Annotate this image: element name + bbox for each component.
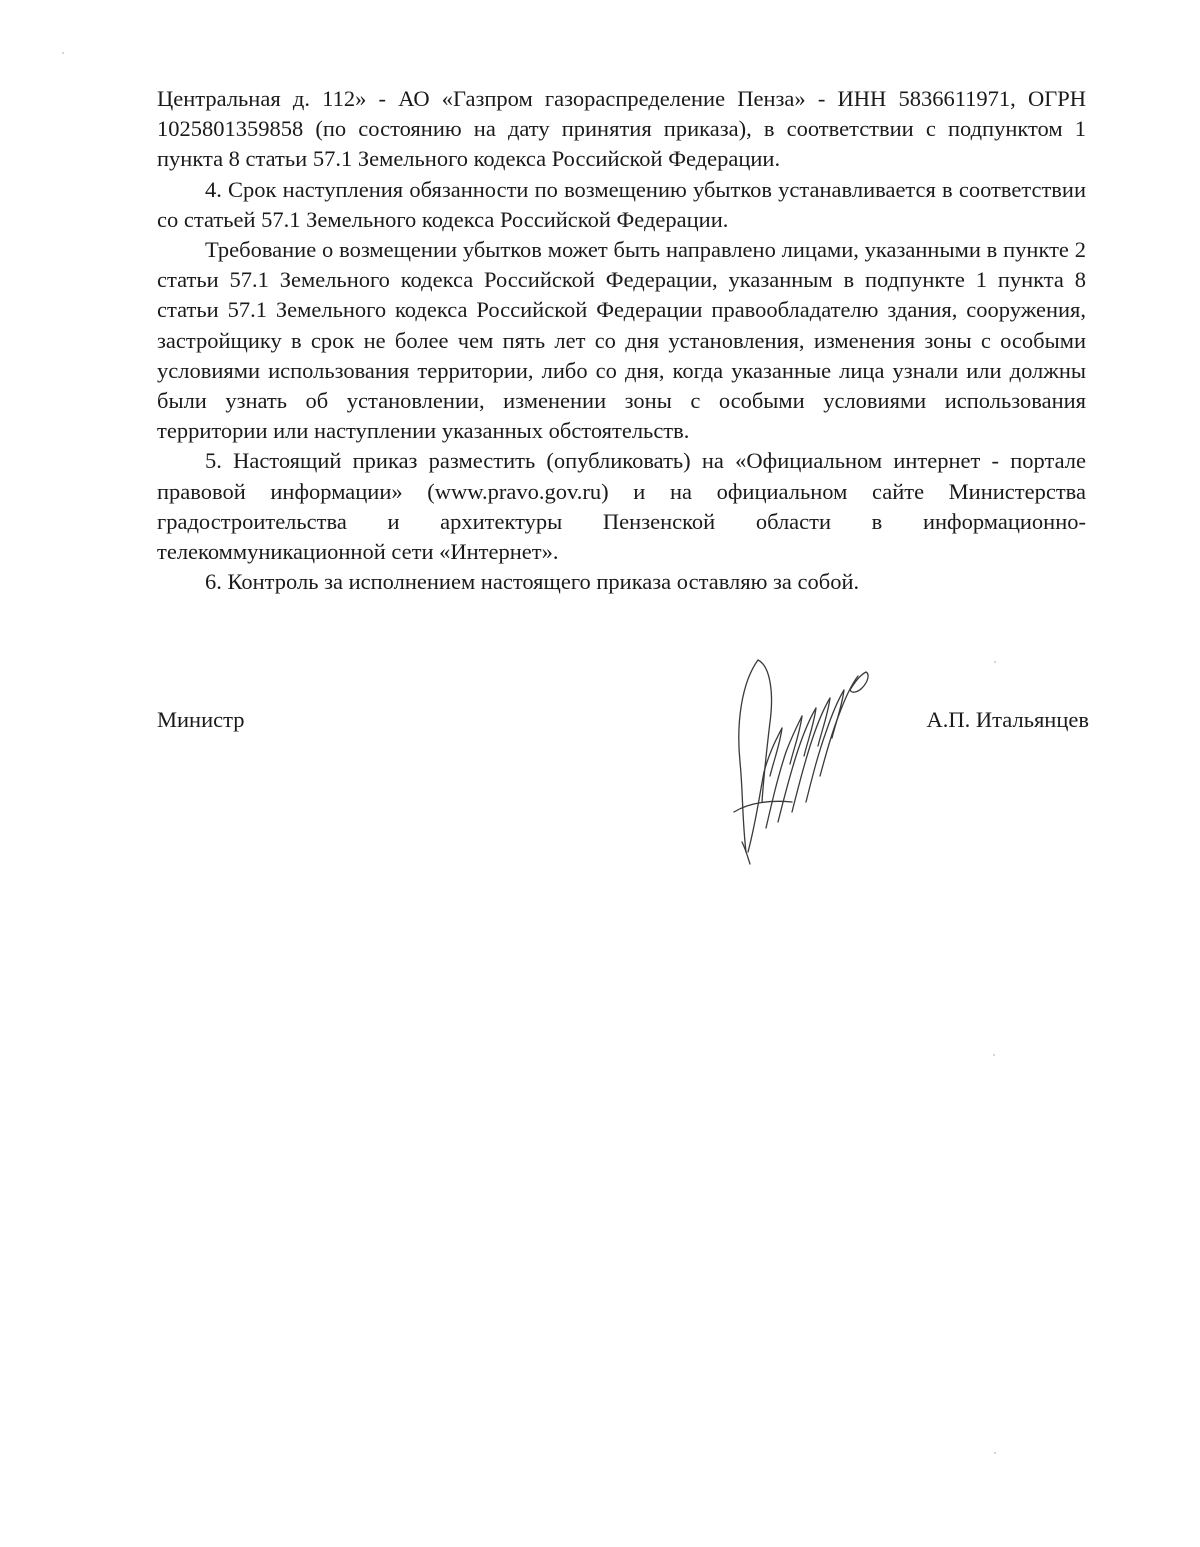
scan-speck — [993, 1054, 995, 1056]
signer-position: Министр — [157, 707, 245, 732]
scan-speck — [62, 52, 64, 54]
paragraph-item-5: 5. Настоящий приказ разместить (опубликовать) на «Официальном интернет - портале правовой информации» (www.pravo.gov.ru) и на официальном сайте Министерства градостроительства и архитектуры Пензенской области в информационно-телекоммуникационной сети «Интернет». — [157, 448, 1086, 565]
handwritten-signature — [712, 652, 882, 867]
scan-speck — [994, 661, 996, 663]
paragraph-item-4: 4. Срок наступления обязанности по возмещению убытков устанавливается в соответствии со статьей 57.1 Земельного кодекса Российской Федерации. — [157, 176, 1086, 232]
signature-block — [157, 705, 1089, 739]
scan-speck — [994, 1452, 996, 1454]
document-body — [157, 84, 1086, 597]
paragraph-item-6: 6. Контроль за исполнением настоящего приказа оставляю за собой. — [205, 569, 860, 595]
paragraph-continuation: Центральная д. 112» - АО «Газпром газораспределение Пенза» - ИНН 5836611971, ОГРН 1025801359858 (по состоянию на дату принятия приказа), в соответствии с подпунктом 1 пункта 8 статьи 57.1 Земельного кодекса Российской Федерации. — [157, 86, 1086, 172]
paragraph-damages-claim: Требование о возмещении убытков может быть направлено лицами, указанными в пункте 2 статьи 57.1 Земельного кодекса Российской Федерации, указанным в подпункте 1 пункта 8 статьи 57.1 Земельного кодекса Российской Федерации правообладателю здания, сооружения, застройщику в срок не более чем пять лет со дня установления, изменения зоны с особыми условиями использования территории, либо со дня, когда указанные лица узнали или должны были узнать об установлении, изменении зоны с особыми условиями использования территории или наступлении указанных обстоятельств. — [157, 237, 1086, 444]
signer-name: А.П. Итальянцев — [926, 707, 1089, 732]
